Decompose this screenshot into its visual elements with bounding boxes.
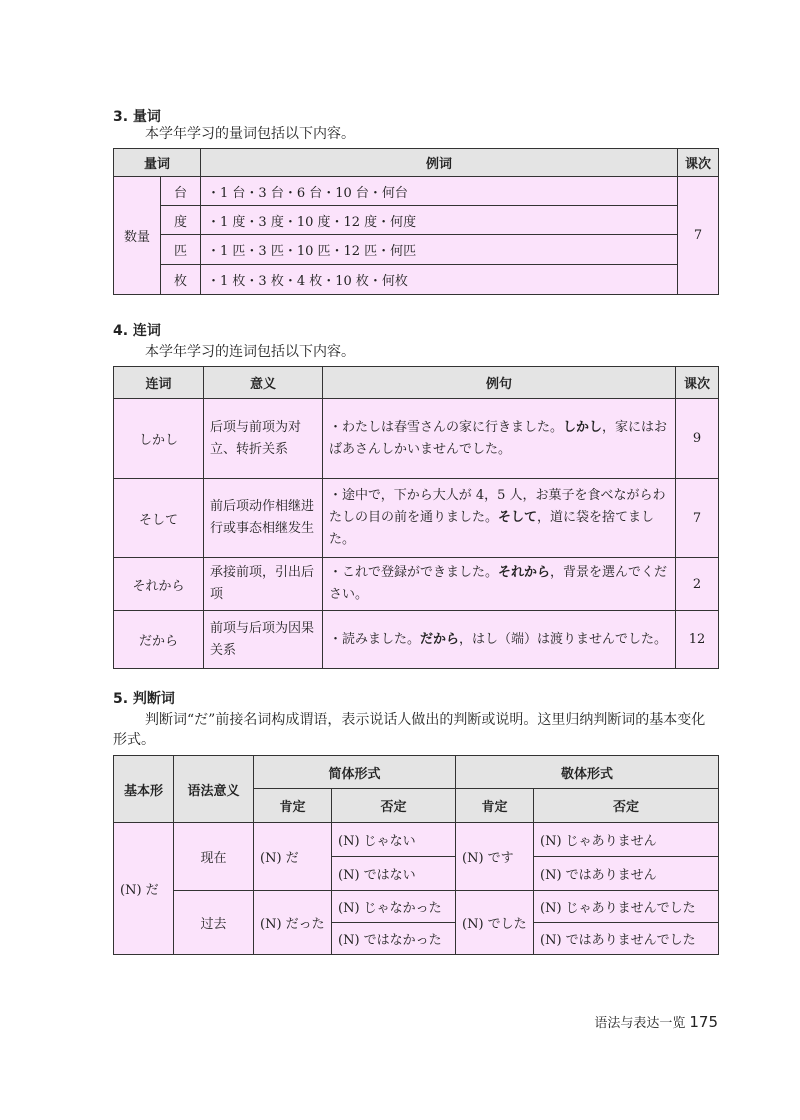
header: 肯定 (254, 789, 332, 823)
example-text: ，はし（端）は渡りませんでした。 (459, 631, 668, 647)
header: 基本形 (114, 756, 174, 823)
word: そして (114, 479, 204, 558)
header: 敬体形式 (456, 756, 719, 789)
conjunction-table (113, 366, 719, 669)
keyword: しかし (563, 419, 603, 435)
counter: 度 (161, 206, 201, 235)
word: だから (114, 611, 204, 669)
footer-title: 语法与表达一览 (594, 1016, 686, 1031)
header: 课次 (678, 149, 719, 177)
copula-table (113, 755, 719, 955)
base-form: (N) だ (114, 823, 174, 955)
header: 例句 (323, 367, 676, 399)
examples: ・1 匹・3 匹・10 匹・12 匹・何匹 (201, 235, 678, 265)
example-text: ・わたしは春雪さんの家に行きました。 (329, 419, 564, 435)
example (323, 479, 676, 558)
header: 连词 (114, 367, 204, 399)
example-text: ，家にはおばあさんしかいませんでした。 (329, 419, 668, 457)
header: 例词 (201, 149, 678, 177)
example-text: ，道に袋を捨てました。 (329, 510, 655, 547)
example (323, 399, 676, 479)
section-5-intro: 判断词“だ”前接名词构成谓语，表示说话人做出的判断或说明。这里归纳判断词的基本变化形式。 (113, 712, 706, 748)
example-text: ，背景を選んでください。 (329, 565, 668, 602)
counter: 枚 (161, 265, 201, 295)
lesson: 2 (676, 558, 719, 611)
example-text: ・読みました。 (329, 631, 421, 647)
keyword: そして (498, 510, 538, 525)
tense: 过去 (174, 891, 254, 955)
word: しかし (114, 399, 204, 479)
header: 量词 (114, 149, 201, 177)
plain-affirmative: (N) だ (254, 823, 332, 891)
examples: ・1 枚・3 枚・4 枚・10 枚・何枚 (201, 265, 678, 295)
keyword: だから (420, 631, 460, 647)
section-4-intro: 本学年学习的连词包括以下内容。 (145, 344, 355, 360)
group-cell: 数量 (114, 177, 161, 295)
lesson: 7 (676, 479, 719, 558)
lesson: 12 (676, 611, 719, 669)
header: 语法意义 (174, 756, 254, 823)
example (323, 611, 676, 669)
keyword: それから (498, 565, 551, 580)
example-text: ・途中で，下から大人が 4，5 人，お菓子を食べながらわたしの目の前を通りました。 (329, 488, 666, 525)
header: 否定 (534, 789, 719, 823)
polite-affirmative: (N) でした (456, 891, 534, 955)
section-3-title: 3. 量词 (113, 109, 161, 125)
lesson: 9 (676, 399, 719, 479)
counter: 匹 (161, 235, 201, 265)
meaning: 承接前项，引出后项 (204, 558, 323, 611)
plain-negative: (N) ではなかった (332, 923, 456, 955)
example-text: ・これで登録ができました。 (329, 565, 499, 580)
measure-word-table (113, 148, 719, 295)
polite-affirmative: (N) です (456, 823, 534, 891)
meaning: 前项与后项为因果关系 (204, 611, 323, 669)
examples: ・1 台・3 台・6 台・10 台・何台 (201, 177, 678, 206)
header: 肯定 (456, 789, 534, 823)
examples: ・1 度・3 度・10 度・12 度・何度 (201, 206, 678, 235)
polite-negative: (N) ではありません (534, 857, 719, 891)
meaning: 后项与前项为对立、转折关系 (204, 399, 323, 479)
plain-negative: (N) じゃなかった (332, 891, 456, 923)
polite-negative: (N) じゃありませんでした (534, 891, 719, 923)
word: それから (114, 558, 204, 611)
polite-negative: (N) ではありませんでした (534, 923, 719, 955)
header: 意义 (204, 367, 323, 399)
plain-negative: (N) ではない (332, 857, 456, 891)
section-5-title: 5. 判断词 (113, 691, 175, 707)
header: 否定 (332, 789, 456, 823)
tense: 现在 (174, 823, 254, 891)
header: 课次 (676, 367, 719, 399)
counter: 台 (161, 177, 201, 206)
section-3-intro: 本学年学习的量词包括以下内容。 (145, 126, 355, 142)
lesson: 7 (678, 177, 719, 295)
page-number: 175 (689, 1013, 718, 1031)
meaning: 前后项动作相继进行或事态相继发生 (204, 479, 323, 558)
example (323, 558, 676, 611)
page-footer (594, 1012, 718, 1031)
section-4-title: 4. 连词 (113, 323, 161, 339)
polite-negative: (N) じゃありません (534, 823, 719, 857)
plain-negative: (N) じゃない (332, 823, 456, 857)
header: 简体形式 (254, 756, 456, 789)
plain-affirmative: (N) だった (254, 891, 332, 955)
